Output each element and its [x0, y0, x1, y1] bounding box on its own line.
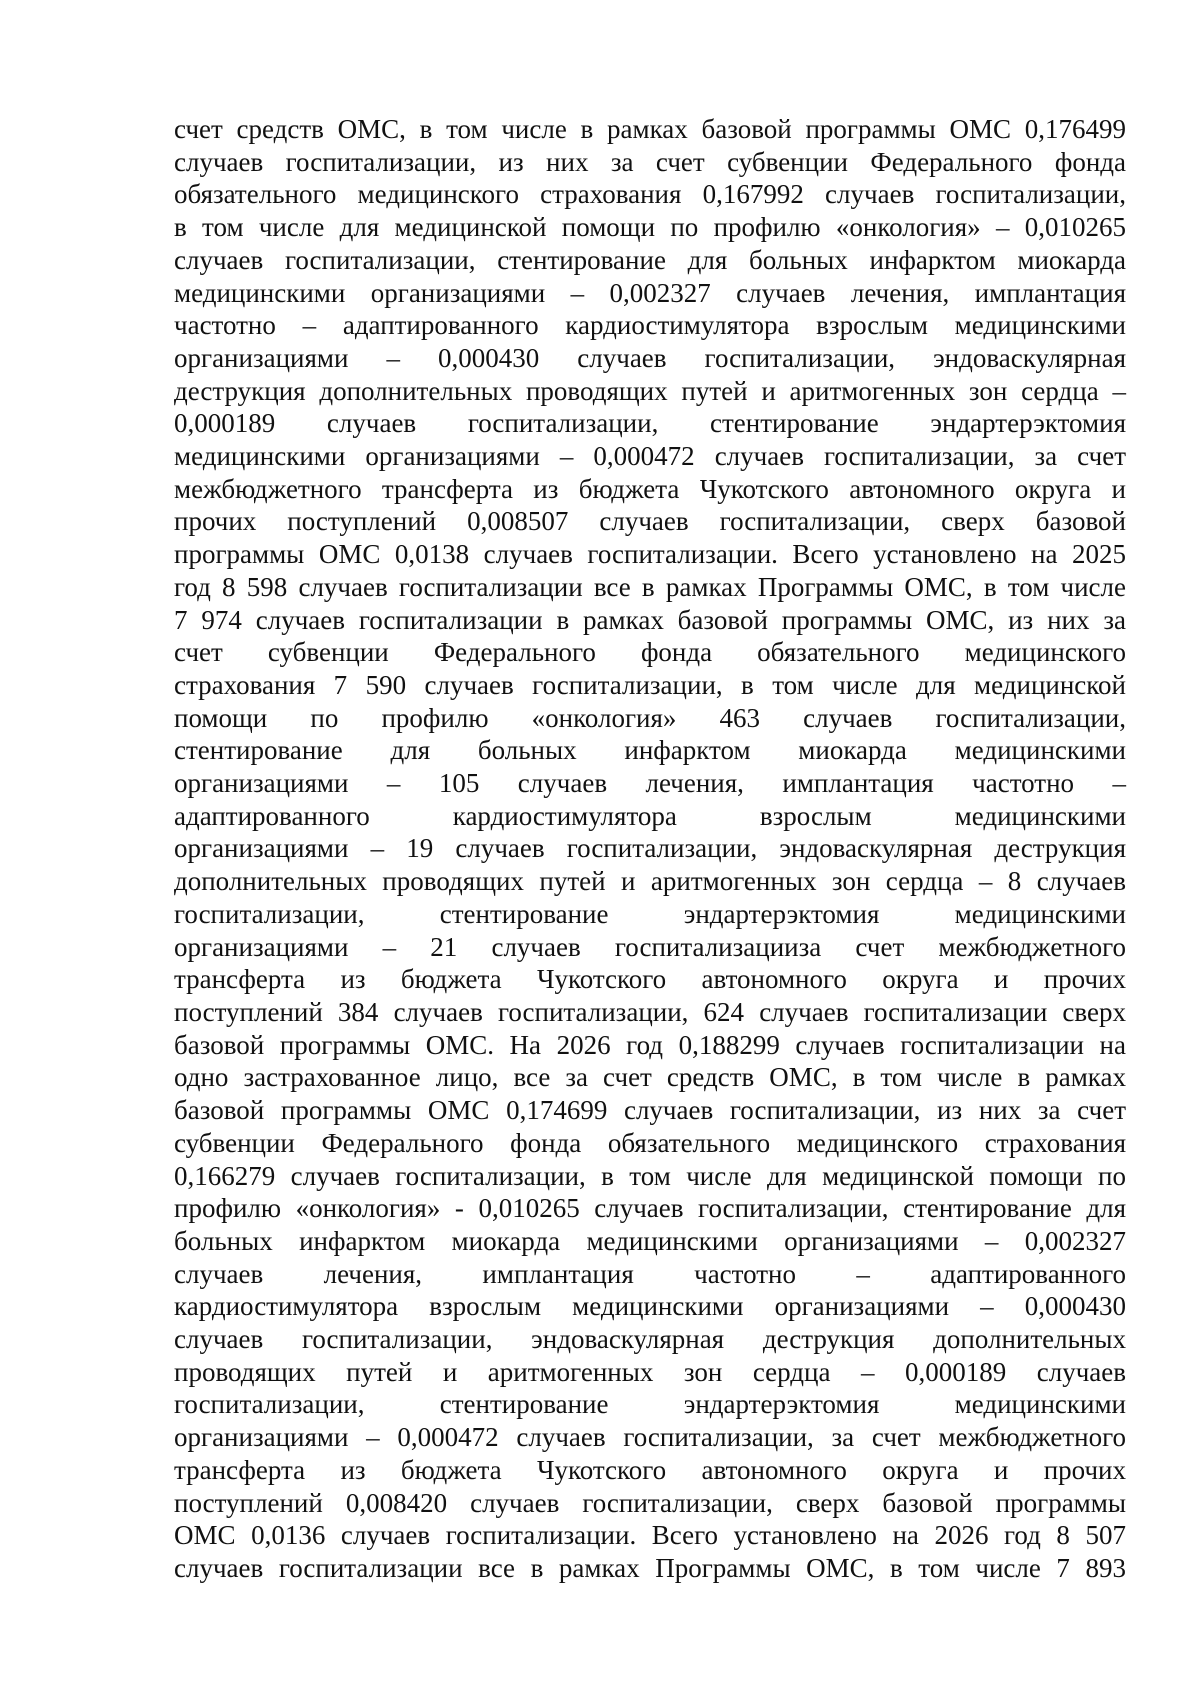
text-line: межбюджетного трансферта из бюджета Чукотского автономного округа и — [174, 473, 1126, 504]
text-line: ОМС 0,0136 случаев госпитализации. Всего установлено на 2026 год 8 507 — [174, 1520, 1126, 1551]
text-line: деструкция дополнительных проводящих путей и аритмогенных зон сердца – — [174, 375, 1126, 406]
text-line: организациями – 0,000430 случаев госпитализации, эндоваскулярная — [174, 342, 1126, 373]
text-line: случаев госпитализации, стентирование для больных инфарктом миокарда — [174, 244, 1126, 275]
text-line: госпитализации, стентирование эндартерэктомия медицинскими — [174, 1389, 1126, 1420]
text-line: стентирование для больных инфарктом миокарда медицинскими — [174, 735, 1126, 766]
text-line: страхования 7 590 случаев госпитализации, в том числе для медицинской — [174, 669, 1126, 700]
text-line: случаев госпитализации, из них за счет субвенции Федерального фонда — [174, 146, 1126, 177]
text-line: обязательного медицинского страхования 0,167992 случаев госпитализации, — [174, 179, 1126, 210]
text-line: случаев лечения, имплантация частотно – адаптированного — [174, 1258, 1126, 1289]
text-line: одно застрахованное лицо, все за счет средств ОМС, в том числе в рамках — [174, 1062, 1126, 1093]
text-line: организациями – 19 случаев госпитализации, эндоваскулярная деструкция — [174, 833, 1126, 864]
text-line: адаптированного кардиостимулятора взрослым медицинскими — [174, 800, 1126, 831]
text-line: госпитализации, стентирование эндартерэктомия медицинскими — [174, 898, 1126, 929]
text-line: случаев госпитализации все в рамках Программы ОМС, в том числе 7 893 — [174, 1552, 1126, 1583]
text-line: поступлений 0,008420 случаев госпитализации, сверх базовой программы — [174, 1487, 1126, 1518]
text-line: трансферта из бюджета Чукотского автономного округа и прочих — [174, 1454, 1126, 1485]
text-line: кардиостимулятора взрослым медицинскими организациями – 0,000430 — [174, 1291, 1126, 1322]
text-line: частотно – адаптированного кардиостимулятора взрослым медицинскими — [174, 310, 1126, 341]
text-line: поступлений 384 случаев госпитализации, 624 случаев госпитализации сверх — [174, 996, 1126, 1027]
body-paragraph — [174, 113, 1126, 1585]
text-line: помощи по профилю «онкология» 463 случаев госпитализации, — [174, 702, 1126, 733]
text-line: дополнительных проводящих путей и аритмогенных зон сердца – 8 случаев — [174, 866, 1126, 897]
text-line: в том числе для медицинской помощи по профилю «онкология» – 0,010265 — [174, 212, 1126, 243]
text-line: 0,166279 случаев госпитализации, в том числе для медицинской помощи по — [174, 1160, 1126, 1191]
text-line: трансферта из бюджета Чукотского автономного округа и прочих — [174, 964, 1126, 995]
text-line: программы ОМС 0,0138 случаев госпитализации. Всего установлено на 2025 — [174, 539, 1126, 570]
text-line: базовой программы ОМС 0,174699 случаев госпитализации, из них за счет — [174, 1095, 1126, 1126]
text-line: случаев госпитализации, эндоваскулярная деструкция дополнительных — [174, 1324, 1126, 1355]
text-line: медицинскими организациями – 0,000472 случаев госпитализации, за счет — [174, 441, 1126, 472]
text-line: год 8 598 случаев госпитализации все в рамках Программы ОМС, в том числе — [174, 571, 1126, 602]
text-line: больных инфарктом миокарда медицинскими организациями – 0,002327 — [174, 1225, 1126, 1256]
text-line: организациями – 0,000472 случаев госпитализации, за счет межбюджетного — [174, 1422, 1126, 1453]
text-line: счет средств ОМС, в том числе в рамках базовой программы ОМС 0,176499 — [174, 114, 1126, 144]
text-line: базовой программы ОМС. На 2026 год 0,188299 случаев госпитализации на — [174, 1029, 1126, 1060]
text-line: счет субвенции Федерального фонда обязательного медицинского — [174, 637, 1126, 668]
text-line: организациями – 105 случаев лечения, имплантация частотно – — [174, 768, 1126, 799]
text-line: медицинскими организациями – 0,002327 случаев лечения, имплантация — [174, 277, 1126, 308]
text-line: организациями – 21 случаев госпитализацииза счет межбюджетного — [174, 931, 1126, 962]
text-line: 0,000189 случаев госпитализации, стентирование эндартерэктомия — [174, 408, 1126, 439]
text-line: субвенции Федерального фонда обязательного медицинского страхования — [174, 1127, 1126, 1158]
text-line: профилю «онкология» - 0,010265 случаев госпитализации, стентирование для — [174, 1193, 1126, 1224]
text-line: прочих поступлений 0,008507 случаев госпитализации, сверх базовой — [174, 506, 1126, 537]
text-line: проводящих путей и аритмогенных зон сердца – 0,000189 случаев — [174, 1356, 1126, 1387]
text-line: 7 974 случаев госпитализации в рамках базовой программы ОМС, из них за — [174, 604, 1126, 635]
